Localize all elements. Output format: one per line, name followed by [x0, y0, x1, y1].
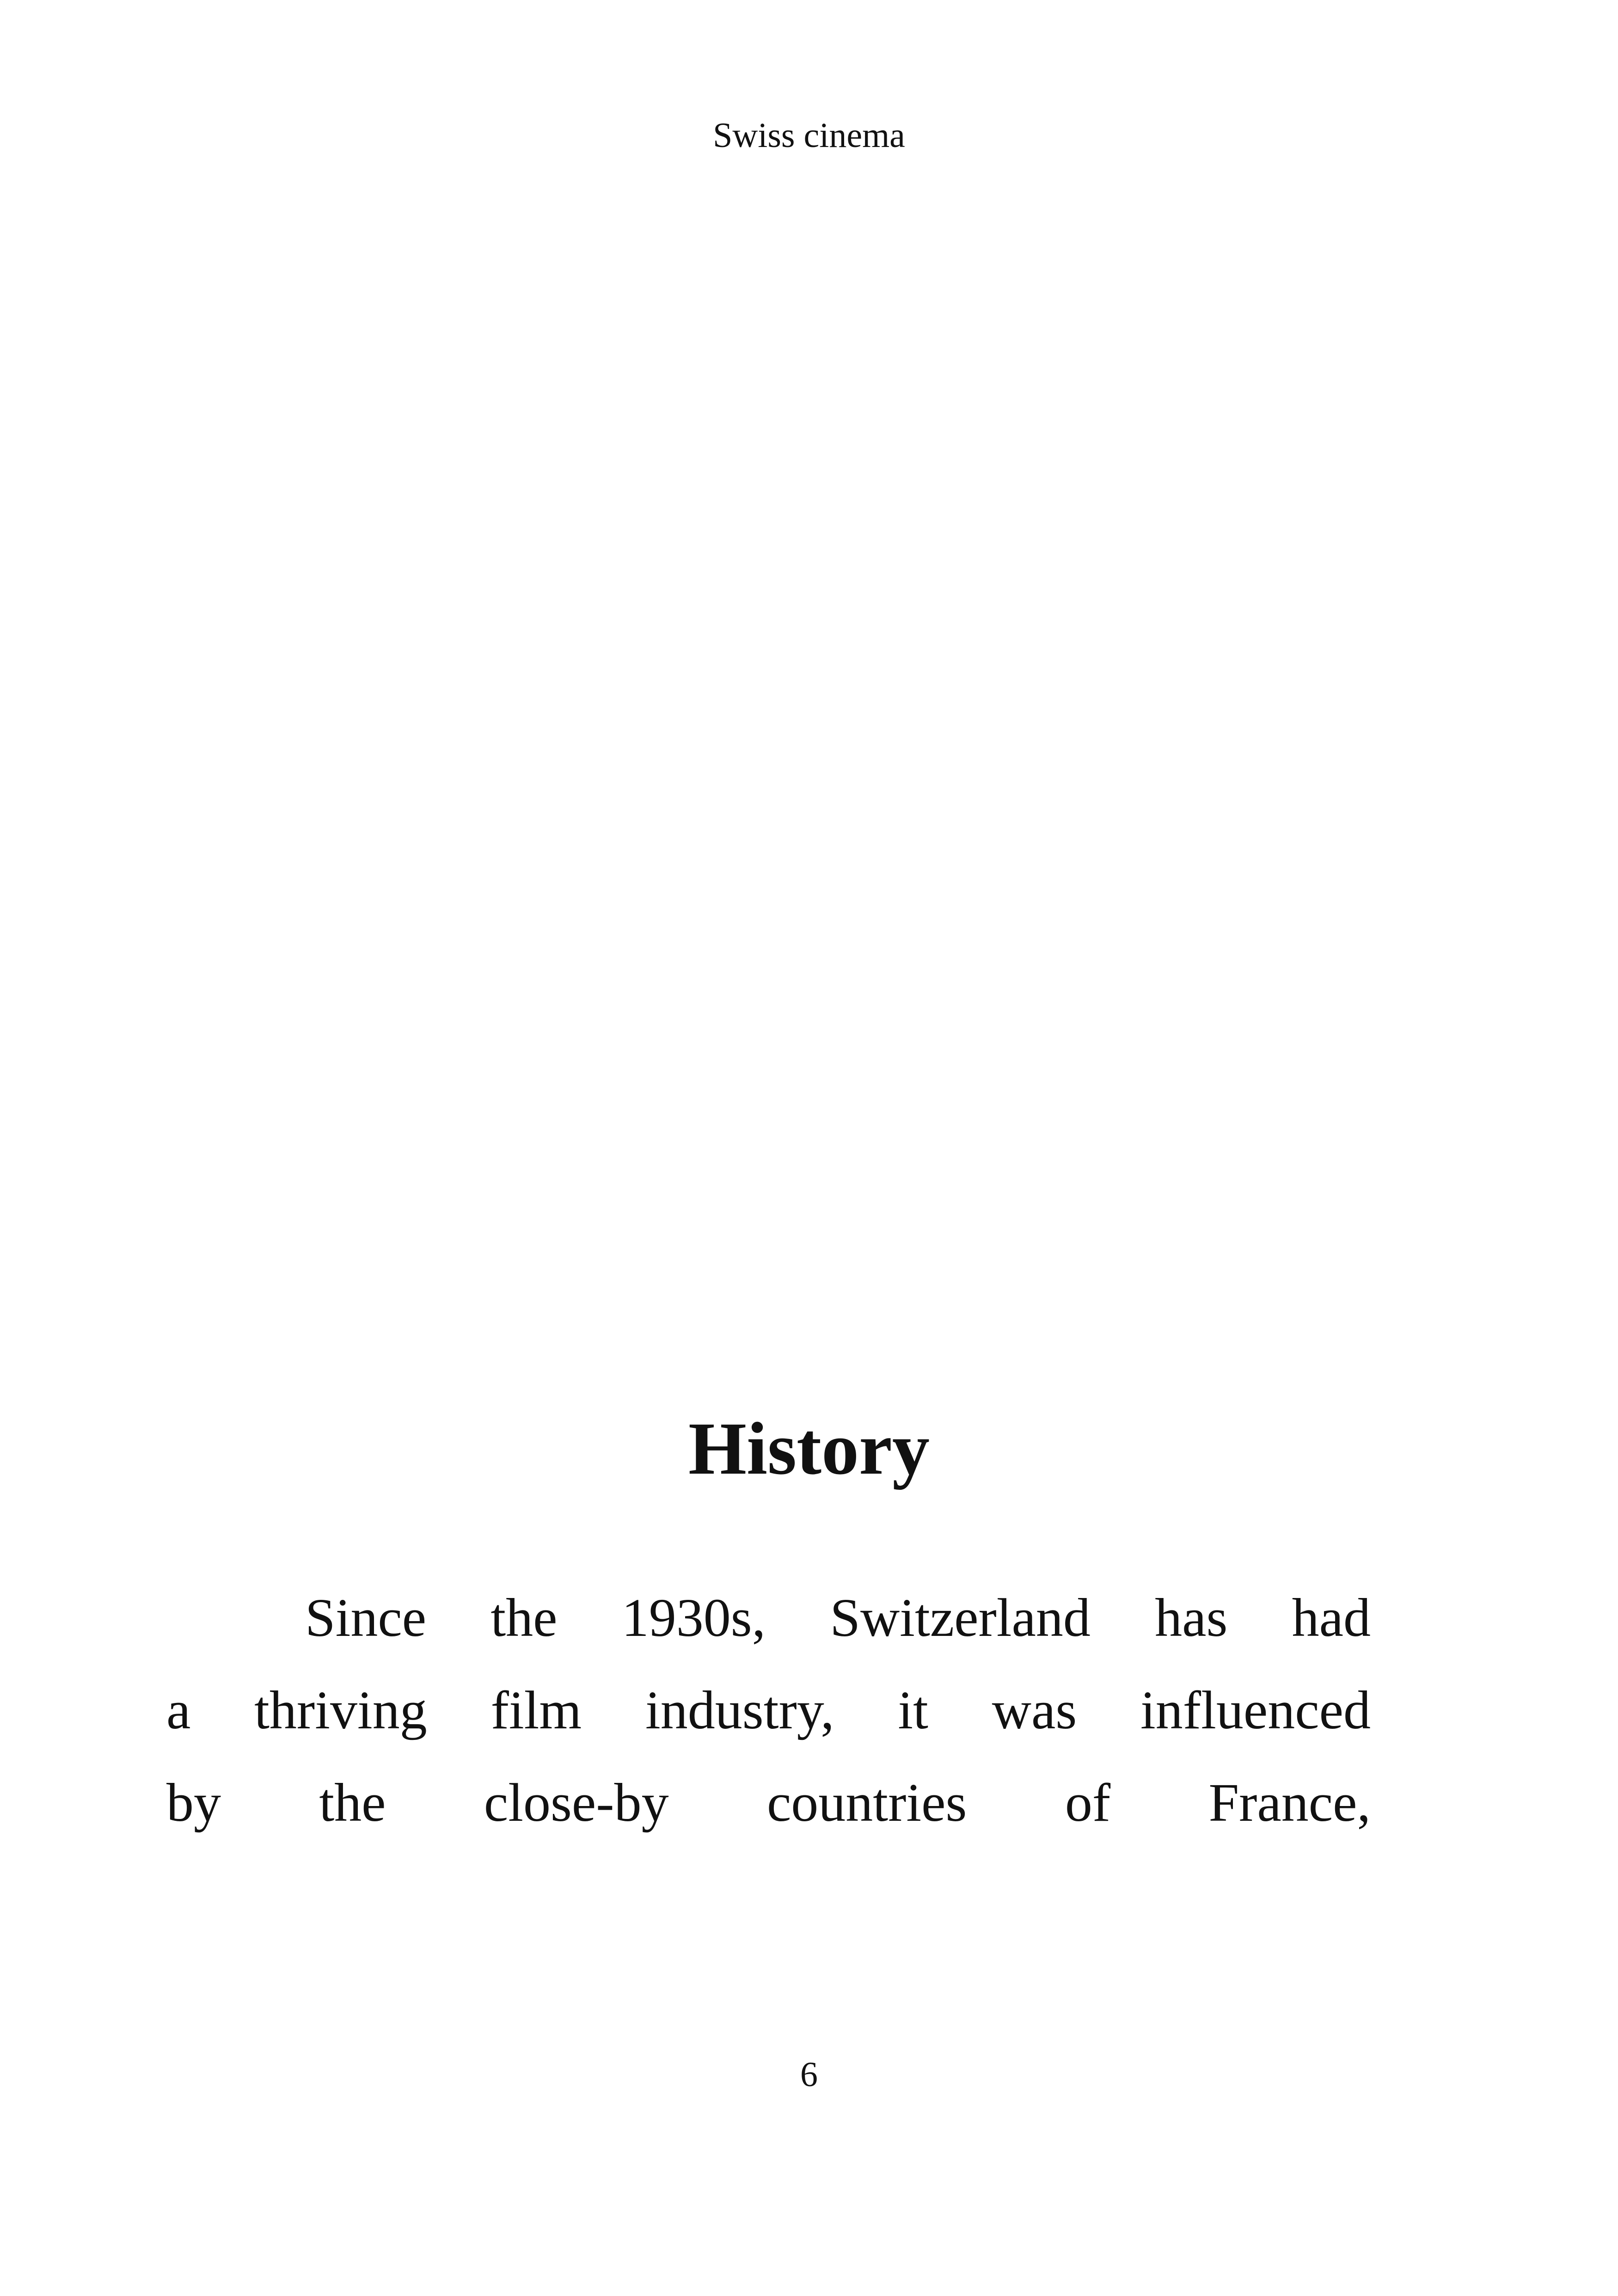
- paragraph-line: Since the 1930s, Switzerland has had: [305, 1587, 1371, 1648]
- body-paragraph: [166, 1583, 1371, 1861]
- paragraph-line: a thriving film industry, it was influenced: [166, 1680, 1371, 1740]
- paragraph-line: by the close-by countries of France,: [166, 1772, 1371, 1833]
- running-header: Swiss cinema: [713, 116, 905, 155]
- section-heading: History: [688, 1408, 930, 1490]
- page-number: 6: [800, 2055, 818, 2094]
